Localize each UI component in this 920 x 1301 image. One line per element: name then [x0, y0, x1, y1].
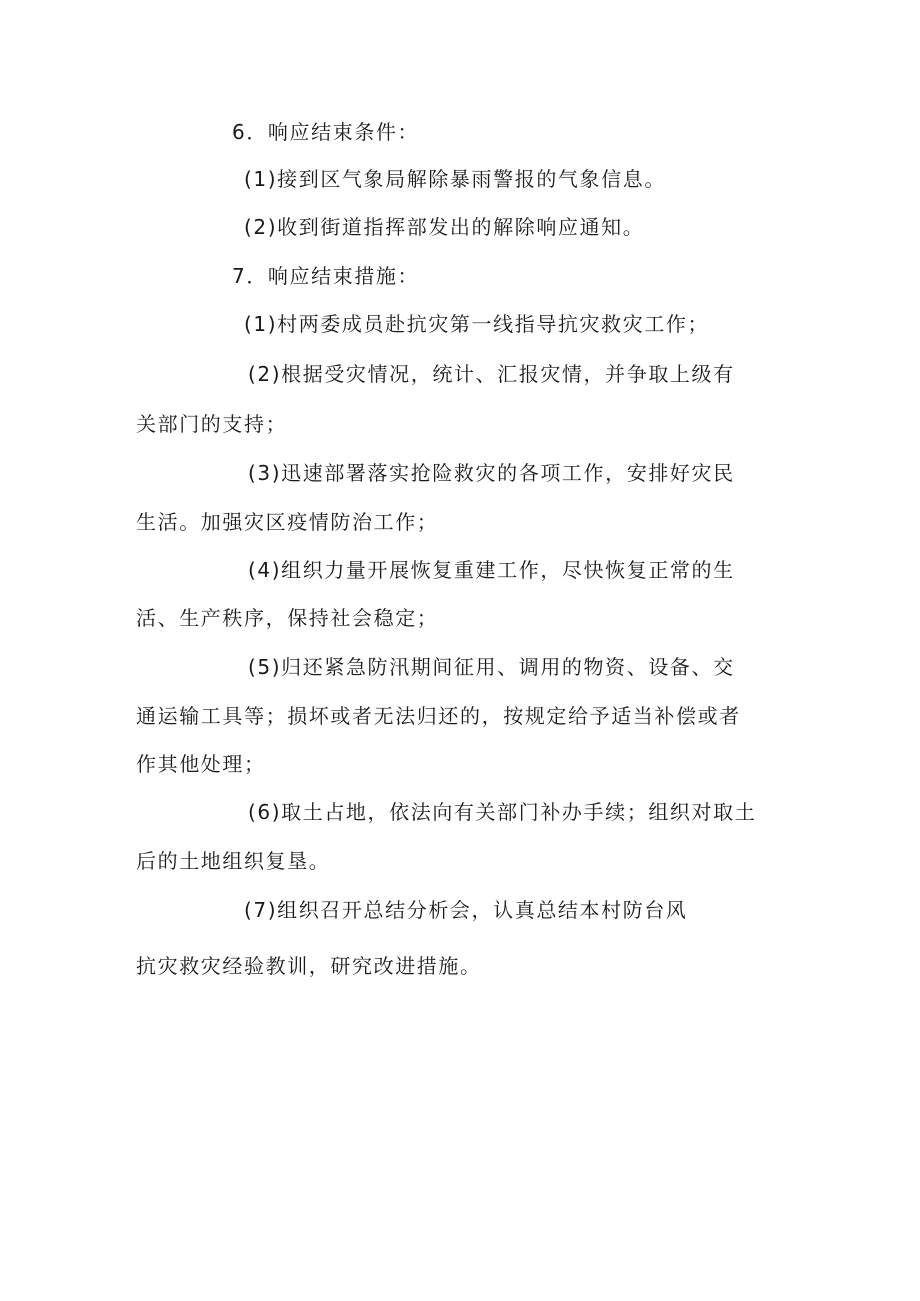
section-heading-7: 7．响应结束措施：: [232, 264, 420, 288]
paragraph-line: (7)组织召开总结分析会，认真总结本村防台风: [244, 898, 688, 922]
paragraph-line: 关部门的支持；: [136, 412, 288, 436]
paragraph-line: 通运输工具等；损坏或者无法归还的，按规定给予适当补偿或者: [136, 704, 741, 728]
paragraph-line: (5)归还紧急防汛期间征用、调用的物资、设备、交: [248, 655, 735, 679]
paragraph-line: (6)取土占地，依法向有关部门补办手续；组织对取土: [248, 800, 757, 824]
paragraph-line: (2)收到街道指挥部发出的解除响应通知。: [244, 215, 645, 239]
paragraph-line: 抗灾救灾经验教训，研究改进措施。: [136, 954, 482, 978]
paragraph-line: (3)迅速部署落实抢险救灾的各项工作，安排好灾民: [248, 461, 735, 485]
paragraph-line: (4)组织力量开展恢复重建工作，尽快恢复正常的生: [248, 558, 735, 582]
section-heading-6: 6．响应结束条件：: [232, 120, 420, 144]
paragraph-line: 作其他处理；: [136, 752, 266, 776]
paragraph-line: (1)接到区气象局解除暴雨警报的气象信息。: [244, 167, 666, 191]
paragraph-line: 生活。加强灾区疫情防治工作；: [136, 510, 439, 534]
paragraph-line: 后的土地组织复垦。: [136, 849, 331, 873]
paragraph-line: 活、生产秩序，保持社会稳定；: [136, 606, 439, 630]
paragraph-line: (1)村两委成员赴抗灾第一线指导抗灾救灾工作；: [244, 312, 710, 336]
paragraph-line: (2)根据受灾情况，统计、汇报灾情，并争取上级有: [248, 362, 735, 386]
